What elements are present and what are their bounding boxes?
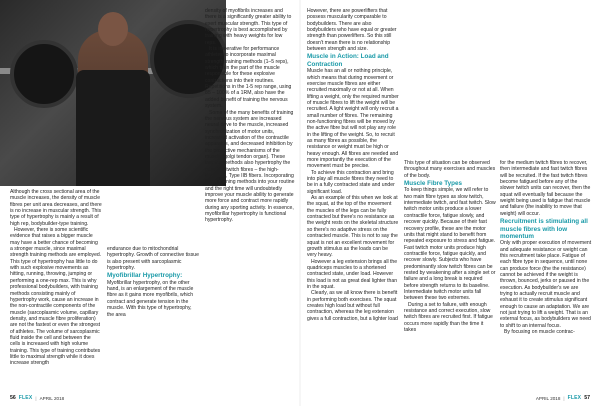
paragraph: During a set to failure, with enough resistance and correct execution, slow twitch fibres are recruited first. If fatigue occurs more rapidly than the time it takes <box>404 301 493 333</box>
section-heading: Muscle Fibre Types <box>404 180 462 188</box>
page-number: 56 <box>10 395 16 401</box>
paragraph: To achieve this contraction and bring into play all muscle fibres they need to be in a fully contracted state and under significant load. <box>307 169 395 195</box>
paragraph: Only with proper execution of movement and adequate resistance or weight can this recruitment take place. Fatigue of each fibre type in sequence, until none can produce force (the the resistance) cannot be achieved if the weight is thrown, bounced, jerks or paused in the execution. As bodybuilder's we are trying to actually recruit muscle and exhaust it to create stimulus significant enough to cause an adaptation. We are not just trying to lift a weight. That is an external focus, as bodybuilders we need to shift to an internal focus. <box>500 240 592 329</box>
magazine-brand: FLEX <box>567 395 582 401</box>
paragraph: By focusing on muscle contrac- <box>504 329 575 336</box>
section-heading: Recruitment is stimulating all muscle fibres with low momentum <box>500 218 588 240</box>
paragraph: endurance due to mitochondrial hypertrophy. Growth of connective tissue is also present with sarcoplasmic hypertrophy. <box>107 246 199 272</box>
footer-separator: | <box>563 395 565 401</box>
paragraph: To keep things simple, we will refer to two main fibre types as slow twitch, intermediate twitch, and fast twitch. Slow twitch motor units produce a lower contractile force, fatigue slowly, and recover quickly. Because of their fast recovery profile, these are the motor units that might stand to benefit from repeated exposure to stress and fatigue. Fast twitch motor units produce high contractile force, fatigue quickly, and recover slowly. Subjects who have predominantly slow twitch fibres can be rested by weakening after a single set or failure and a long break is required before strength returns to its baseline. Intermediate twitch motor units fall between these two extremes. <box>404 187 496 302</box>
weight-plate-left <box>10 40 78 108</box>
left-page-column-3 <box>205 8 295 224</box>
right-page-column-2 <box>404 160 496 333</box>
paragraph: However, there are powerlifters that possess muscularity comparable to bodybuilders. There are also bodybuilders who have equal or greater strength than powerlifters. So this still doesn't mean there is no relationship between strength and size. <box>307 8 397 53</box>
left-page-column-2-lower <box>107 246 199 318</box>
right-page-column-1 <box>307 8 399 322</box>
paragraph: Some of the many benefits of training the nervous system are increased neural drive to the muscle, increased synchronization of motor units, increased activation of the contractile apparatus, and decreased inhibition by the protective mechanisms of the muscle (golgi tendon organ). These training methods also hypertrophy the pure fast twitch fibres – the high-threshold, Type IIB fibers. Incorporating these training methods into your routine and the right time will undoubtedly improve your muscle ability to generate more force and contract more rapidly during any sporting activity. In essence, myofibrillar hypertrophy is functional hypertrophy. <box>205 109 295 224</box>
paragraph: Myofibrillar hypertrophy, on the other hand, is an enlargement of the muscle fibre as it gains more myofibrils, which contract and generate tension in the muscle. With this type of hypertrophy, the area <box>107 279 194 318</box>
left-page-column-1 <box>10 189 102 367</box>
section-heading: Myofibrillar Hypertrophy: <box>107 272 183 280</box>
athlete-shirt <box>76 70 150 186</box>
paragraph: However a leg extension brings all the quadriceps muscles to a shortened contracted state, under load. However this load is not as great deal lighter than in the squat. <box>307 258 398 290</box>
paragraph: This type of situation can be observed throughout many exercises and muscles of the body. <box>404 160 496 179</box>
section-heading: Muscle in Action: Load and Contraction <box>307 53 389 68</box>
paragraph: However, there is some scientific evidence that raises a bigger muscle may have a better chance of becoming a stronger muscle, since maximal strength training methods are employed. This type of hypertrophy has little to do with such explosive movements as hitting, running, throwing, jumping or performing a one-rep max. This is why professional bodybuilders, with training methods consisting mainly of hypertrophy work, cause an increase in the non-contractile components of the muscle (sarcoplasmic volume, capillary density, and muscle fibre proliferation) are not the fastest or even the strongest of athletes. The volume of sarcoplasmic fluid inside the cell and between the cells is increased with high volume training. This type of training contributes little to maximal strength while it does increase strength <box>10 227 102 367</box>
athlete-head <box>98 12 128 46</box>
athlete-photo <box>0 0 226 186</box>
paragraph: for the medium twitch fibres to recover, then intermediate and fast twitch fibres will be recruited. If the fast twitch fibres become fatigued before any of the slower twitch units can recover, then the squat will eventually fail because the weight being used is fatigue that muscle and failure (the inability to move that weight) will occur. <box>500 160 591 217</box>
page-number: 57 <box>584 395 590 401</box>
paragraph: Clearly, as we all know there is benefit in performing both exercises. The squat creates high load but without full contraction, whereas the leg extension gives a full contraction, but a lighter load <box>307 290 398 322</box>
paragraph: It is imperative for performance athletes to incorporate maximal strength training methods (1–5 reps), which train the part of the muscle responsible for these explosive contractions into their routines. Repetitions in the 1-5 rep range, using 85 – 100% of a 1RM, also have the added benefit of training the nervous system. <box>205 46 292 110</box>
paragraph: Muscle has an all or nothing principle, which means that during movement or exercise muscle fibres are either recruited maximally or not at all. When lifting a weight, only the required number of muscle fibres to lift the weight will be recruited. A light weight will only recruit a small number of fibres. The remaining non-functioning fibres will be moved by the active fibre but will not play any role in the lifting of the weight. So, to recruit as many fibres as possible, the resistance or weight must be high or heavy enough. All fibres are needed and more importantly the execution of the movement must be precise. <box>307 68 399 170</box>
paragraph: As an example of this when we look at the squat, at the top of the movement the muscles of the legs can be fully contracted but there's no resistance as the weight rests on the skeletal structure so there's no adaptive stress on the contracted muscle. This is not to say the squat is not an excellent movement for growth stimulus as the loads can be very heavy. <box>307 195 399 259</box>
magazine-brand: FLEX <box>18 395 33 401</box>
right-page-column-3 <box>500 160 592 335</box>
footer-separator: | <box>35 395 37 401</box>
left-page-footer <box>10 394 64 402</box>
issue-date: APRIL 2018 <box>535 395 561 401</box>
paragraph: Although the cross sectional area of the muscle increases, the density of muscle fibres per unit area decreases, and there is no increase in muscular strength. This type of hypertrophy is mainly a result of high rep, bodybuilder-type training. <box>10 189 102 227</box>
right-page-footer <box>536 394 590 402</box>
page-spine <box>299 0 301 406</box>
issue-date: APRIL 2018 <box>39 395 65 401</box>
paragraph: density of myofibrils increases and there is a significantly greater ability to exert muscular strength. This type of hypertrophy is best accomplished by training with heavy weights for low reps. <box>205 8 292 46</box>
